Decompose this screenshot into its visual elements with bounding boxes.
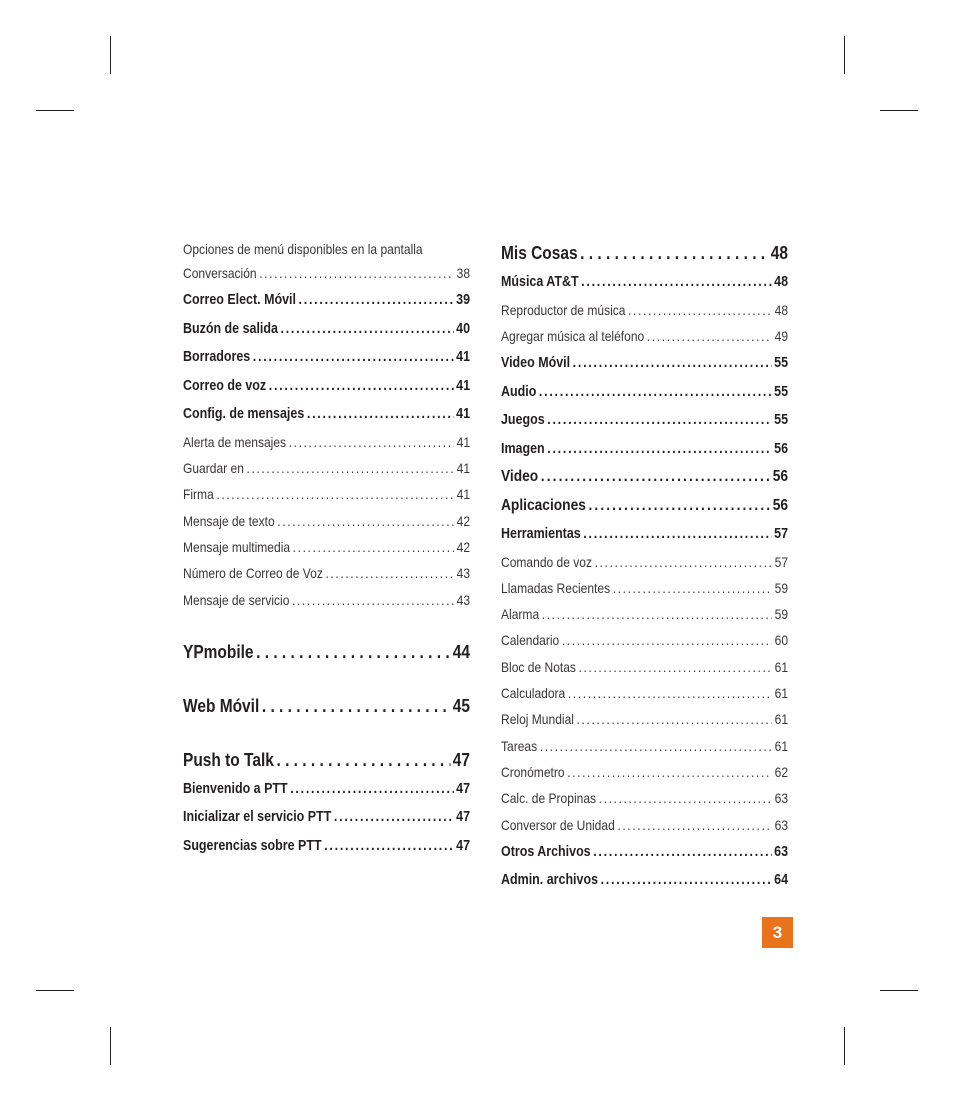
dot-leader xyxy=(547,406,771,435)
toc-entry[interactable] xyxy=(501,349,788,378)
dot-leader xyxy=(647,323,772,349)
toc-label: Llamadas Recientes xyxy=(501,579,611,596)
toc-page-number: 41 xyxy=(456,349,471,366)
toc-entry[interactable] xyxy=(501,435,788,464)
toc-entry[interactable] xyxy=(501,323,788,349)
toc-page-number: 61 xyxy=(774,737,789,754)
toc-label: Imagen xyxy=(501,440,545,457)
toc-page-number: 59 xyxy=(774,606,789,623)
crop-mark xyxy=(844,36,845,74)
toc-label: Agregar música al teléfono xyxy=(501,327,645,344)
crop-mark xyxy=(36,990,74,991)
dot-leader xyxy=(256,637,450,667)
crop-mark xyxy=(844,1027,845,1065)
toc-heading-mis-cosas[interactable] xyxy=(501,238,788,268)
toc-page-number: 60 xyxy=(774,632,789,649)
toc-page-number: 57 xyxy=(774,553,789,570)
dot-leader xyxy=(579,654,773,680)
toc-label: Sugerencias sobre PTT xyxy=(183,837,322,854)
dot-leader xyxy=(289,429,454,455)
toc-page-number: 63 xyxy=(774,790,789,807)
toc-label: Web Móvil xyxy=(183,695,260,716)
toc-entry[interactable] xyxy=(183,587,470,613)
toc-entry[interactable] xyxy=(183,372,470,401)
toc-entries xyxy=(501,268,788,895)
toc-entry[interactable] xyxy=(183,560,470,586)
toc-label: Conversación xyxy=(183,265,257,281)
toc-entry[interactable] xyxy=(183,343,470,372)
toc-page-number: 42 xyxy=(456,512,471,529)
dot-leader xyxy=(541,463,770,492)
toc-page-number: 47 xyxy=(456,809,471,826)
dot-leader xyxy=(580,238,768,268)
toc-entry[interactable] xyxy=(183,455,470,481)
toc-page-number: 61 xyxy=(774,685,789,702)
toc-entry[interactable] xyxy=(183,481,470,507)
toc-label: Música AT&T xyxy=(501,274,579,290)
toc-label: Mensaje multimedia xyxy=(183,538,291,555)
toc-page-number: 48 xyxy=(774,301,789,318)
toc-entry[interactable] xyxy=(501,520,788,549)
dot-leader xyxy=(601,866,772,895)
toc-intro: Opciones de menú disponibles en la pantalla xyxy=(183,241,423,257)
toc-entry[interactable] xyxy=(501,759,788,785)
toc-label: Alarma xyxy=(501,606,540,623)
crop-mark xyxy=(110,1027,111,1065)
toc-label: Guardar en xyxy=(183,460,244,477)
dot-leader xyxy=(547,435,771,464)
dot-leader xyxy=(599,785,772,811)
dot-leader xyxy=(262,691,450,721)
dot-leader xyxy=(540,733,772,759)
dot-leader xyxy=(539,378,772,407)
toc-page-number: 40 xyxy=(456,320,471,337)
toc-entry[interactable] xyxy=(501,406,788,435)
toc-entry[interactable] xyxy=(501,492,788,521)
dot-leader xyxy=(276,745,450,775)
toc-entries xyxy=(183,260,470,613)
toc-entry[interactable] xyxy=(501,654,788,680)
toc-label: Admin. archivos xyxy=(501,872,599,889)
toc-page-number: 48 xyxy=(774,274,789,290)
toc-page-number: 55 xyxy=(774,383,789,400)
toc-page-number: 61 xyxy=(774,711,789,728)
toc-sections xyxy=(183,637,470,861)
toc-label: Mensaje de texto xyxy=(183,512,275,529)
toc-label: Comando de voz xyxy=(501,553,593,570)
dot-leader xyxy=(588,492,770,521)
toc-page-number: 62 xyxy=(774,763,789,780)
toc-label: Cronómetro xyxy=(501,763,565,780)
toc-page-number: 56 xyxy=(772,468,789,486)
dot-leader xyxy=(568,680,772,706)
dot-leader xyxy=(613,575,772,601)
toc-page-number: 38 xyxy=(456,265,471,281)
toc-entry[interactable] xyxy=(501,866,788,895)
toc-entry[interactable] xyxy=(501,627,788,653)
toc-label: Alerta de mensajes xyxy=(183,433,287,450)
toc-page-number: 47 xyxy=(456,780,471,797)
toc-entry[interactable] xyxy=(183,286,470,315)
toc-entry[interactable] xyxy=(501,785,788,811)
toc-page-number: 42 xyxy=(456,538,471,555)
dot-leader xyxy=(259,260,454,286)
dot-leader xyxy=(307,400,454,429)
toc-page-number: 57 xyxy=(774,526,789,543)
toc-entry[interactable] xyxy=(183,429,470,455)
toc-page-number: 47 xyxy=(456,837,471,854)
dot-leader xyxy=(334,803,454,832)
toc-page-number: 49 xyxy=(774,327,789,344)
toc-entry[interactable] xyxy=(501,463,788,492)
dot-leader xyxy=(246,455,454,481)
toc-entry[interactable] xyxy=(501,268,788,297)
dot-leader xyxy=(595,549,772,575)
toc-entry[interactable] xyxy=(501,733,788,759)
toc-label: Config. de mensajes xyxy=(183,406,305,423)
toc-entry[interactable] xyxy=(183,832,470,861)
toc-entry[interactable] xyxy=(501,297,788,323)
dot-leader xyxy=(542,601,772,627)
toc-label: Aplicaciones xyxy=(501,496,586,514)
toc-label: Reloj Mundial xyxy=(501,711,574,728)
dot-leader xyxy=(281,315,454,344)
toc-section-heading[interactable] xyxy=(183,637,470,667)
toc-entry[interactable] xyxy=(501,549,788,575)
toc-page-number: 45 xyxy=(452,695,471,716)
toc-page-number: 41 xyxy=(456,460,471,477)
dot-leader xyxy=(581,268,771,297)
toc-label: Otros Archivos xyxy=(501,843,591,860)
dot-leader xyxy=(269,372,454,401)
toc-page-number: 48 xyxy=(770,243,789,263)
dot-leader xyxy=(299,286,454,315)
toc-label: Audio xyxy=(501,383,537,400)
toc-label: Conversor de Unidad xyxy=(501,816,615,833)
toc-label: Calculadora xyxy=(501,685,566,702)
toc-label: YPmobile xyxy=(183,641,254,662)
dot-leader xyxy=(324,832,453,861)
toc-entry[interactable] xyxy=(501,812,788,838)
toc-entry[interactable] xyxy=(183,534,470,560)
dot-leader xyxy=(277,508,454,534)
toc-label: Borradores xyxy=(183,349,251,366)
toc-entry[interactable] xyxy=(183,508,470,534)
toc-page-number: 56 xyxy=(772,496,789,514)
toc-label: Calc. de Propinas xyxy=(501,790,597,807)
toc-left-column xyxy=(183,238,470,860)
dot-leader xyxy=(628,297,772,323)
toc-page-number: 59 xyxy=(774,579,789,596)
toc-label: Correo de voz xyxy=(183,377,267,394)
crop-mark xyxy=(880,110,918,111)
toc-section-heading[interactable] xyxy=(183,745,470,775)
crop-mark xyxy=(880,990,918,991)
toc-entry[interactable] xyxy=(183,315,470,344)
toc-page-number: 41 xyxy=(456,406,471,423)
toc-entry[interactable] xyxy=(501,575,788,601)
toc-page-number: 43 xyxy=(456,565,471,582)
toc-page-number: 63 xyxy=(774,816,789,833)
toc-entry[interactable] xyxy=(183,775,470,804)
toc-label: Herramientas xyxy=(501,526,581,543)
toc-label: Reproductor de música xyxy=(501,301,626,318)
toc-entry[interactable] xyxy=(501,378,788,407)
toc-label: Inicializar el servicio PTT xyxy=(183,809,332,826)
toc-page-number: 43 xyxy=(456,591,471,608)
toc-label: Push to Talk xyxy=(183,749,274,770)
toc-page-number: 55 xyxy=(774,355,789,372)
dot-leader xyxy=(293,534,454,560)
toc-label: Correo Elect. Móvil xyxy=(183,292,296,309)
toc-entry[interactable] xyxy=(183,803,470,832)
toc-label: Video Móvil xyxy=(501,355,571,372)
toc-label: Video xyxy=(501,468,539,486)
toc-page-number: 44 xyxy=(452,641,471,662)
crop-mark xyxy=(36,110,74,111)
dot-leader xyxy=(567,759,772,785)
dot-leader xyxy=(617,812,772,838)
dot-leader xyxy=(290,775,453,804)
toc-label: Calendario xyxy=(501,632,560,649)
dot-leader xyxy=(562,627,772,653)
toc-page-number: 41 xyxy=(456,486,471,503)
toc-label: Firma xyxy=(183,486,214,503)
toc-page-number: 63 xyxy=(774,843,789,860)
toc-label: Bienvenido a PTT xyxy=(183,780,288,797)
toc-page-number: 47 xyxy=(452,749,471,770)
toc-entry[interactable] xyxy=(501,601,788,627)
dot-leader xyxy=(593,838,771,867)
toc-label: Mensaje de servicio xyxy=(183,591,290,608)
toc-label: Bloc de Notas xyxy=(501,658,576,675)
toc-entry[interactable] xyxy=(501,680,788,706)
toc-page-number: 56 xyxy=(774,440,789,457)
toc-right-column xyxy=(501,238,788,895)
toc-entry[interactable] xyxy=(183,400,470,429)
dot-leader xyxy=(577,706,773,732)
toc-entry[interactable] xyxy=(183,260,470,286)
toc-page-number: 41 xyxy=(456,433,471,450)
dot-leader xyxy=(573,349,772,378)
toc-section-heading[interactable] xyxy=(183,691,470,721)
toc-entry[interactable] xyxy=(501,838,788,867)
toc-page-number: 64 xyxy=(774,872,789,889)
dot-leader xyxy=(292,587,454,613)
toc-label: Mis Cosas xyxy=(501,243,578,263)
toc-page-number: 61 xyxy=(774,658,789,675)
dot-leader xyxy=(583,520,771,549)
toc-label: Número de Correo de Voz xyxy=(183,565,323,582)
dot-leader xyxy=(253,343,454,372)
crop-mark xyxy=(110,36,111,74)
toc-label: Buzón de salida xyxy=(183,320,278,337)
toc-entry[interactable] xyxy=(501,706,788,732)
toc-label: Tareas xyxy=(501,737,538,754)
toc-label: Juegos xyxy=(501,412,545,429)
toc-page-number: 39 xyxy=(456,292,471,309)
toc-page-number: 55 xyxy=(774,412,789,429)
page-number-badge: 3 xyxy=(762,917,793,948)
dot-leader xyxy=(325,560,454,586)
dot-leader xyxy=(216,481,454,507)
toc-page-number: 41 xyxy=(456,377,471,394)
